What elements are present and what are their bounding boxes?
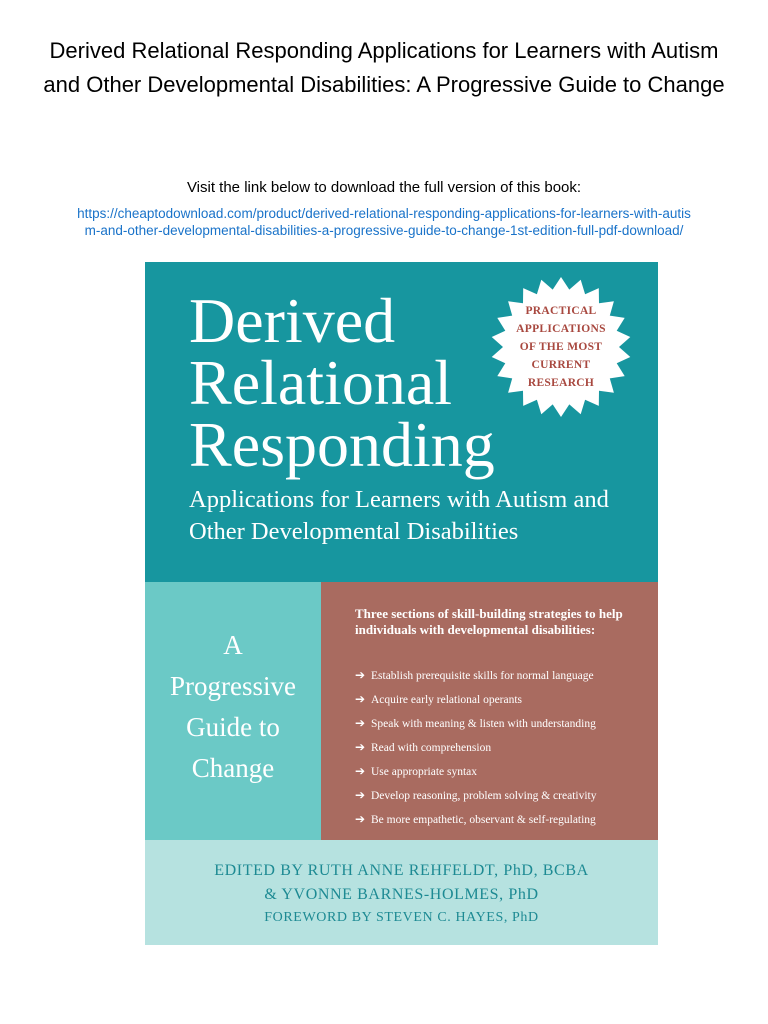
arrow-right-icon: ➔ xyxy=(355,740,366,754)
list-item xyxy=(355,760,655,784)
download-link[interactable]: https://cheaptodownload.com/product/derived-relational-responding-applications-for-learners-with-autism-and-other-developmental-disabilities-a-progressive-guide-to-change-1st-edition-full-pdf-download/ xyxy=(77,206,691,238)
starburst-text xyxy=(500,302,622,392)
guide-line: Change xyxy=(191,753,275,783)
skill-text: Acquire early relational operants xyxy=(371,694,523,706)
list-item xyxy=(355,808,655,832)
guide-line: Guide to xyxy=(186,712,280,742)
starburst-line: RESEARCH xyxy=(527,377,595,389)
skill-text: Establish prerequisite skills for normal language xyxy=(371,670,594,682)
book-cover xyxy=(145,262,658,945)
skills-panel xyxy=(321,582,658,840)
editor-credit: EDITED BY RUTH ANNE REHFELDT, PhD, BCBA xyxy=(214,862,589,879)
foreword-credit: FOREWORD BY STEVEN C. HAYES, PhD xyxy=(264,910,539,925)
arrow-right-icon: ➔ xyxy=(355,788,366,802)
starburst-line: CURRENT xyxy=(531,359,591,371)
coeditor-credit: & YVONNE BARNES-HOLMES, PhD xyxy=(264,886,539,903)
skill-text: Be more empathetic, observant & self-regulating xyxy=(371,814,596,826)
skill-text: Develop reasoning, problem solving & creativity xyxy=(371,790,597,802)
cover-title-line: Derived xyxy=(189,285,396,356)
cover-title-line: Responding xyxy=(189,409,495,480)
visit-instruction: Visit the link below to download the full version of this book: xyxy=(186,179,582,196)
list-item xyxy=(355,736,655,760)
starburst-line: APPLICATIONS xyxy=(516,323,606,335)
skills-list xyxy=(355,664,655,832)
skill-text: Read with comprehension xyxy=(371,742,492,754)
arrow-right-icon: ➔ xyxy=(355,764,366,778)
list-item xyxy=(355,784,655,808)
list-item xyxy=(355,712,655,736)
skills-intro: Three sections of skill-building strategies to help individuals with developmental disabilities: xyxy=(355,606,623,637)
cover-title-panel xyxy=(145,262,658,582)
skill-text: Speak with meaning & listen with understanding xyxy=(371,718,596,730)
guide-line: A xyxy=(223,630,243,660)
guide-line: Progressive xyxy=(170,671,296,701)
arrow-right-icon: ➔ xyxy=(355,692,366,706)
credits-panel xyxy=(145,840,658,945)
list-item xyxy=(355,688,655,712)
cover-subtitle: Applications for Learners with Autism and Other Developmental Disabilities xyxy=(189,486,609,545)
skill-text: Use appropriate syntax xyxy=(371,766,478,778)
guide-heading xyxy=(145,625,321,789)
arrow-right-icon: ➔ xyxy=(355,716,366,730)
list-item xyxy=(355,664,655,688)
cover-main-title xyxy=(189,285,495,480)
arrow-right-icon: ➔ xyxy=(355,812,366,826)
starburst-line: PRACTICAL xyxy=(525,305,597,317)
starburst-line: OF THE MOST xyxy=(519,341,603,353)
document-title: Derived Relational Responding Applications for Learners with Autism and Other Developmental Disabilities: A Progressive Guide to Change xyxy=(43,38,725,97)
guide-panel xyxy=(145,582,321,840)
arrow-right-icon: ➔ xyxy=(355,668,366,682)
cover-title-line: Relational xyxy=(189,347,453,418)
